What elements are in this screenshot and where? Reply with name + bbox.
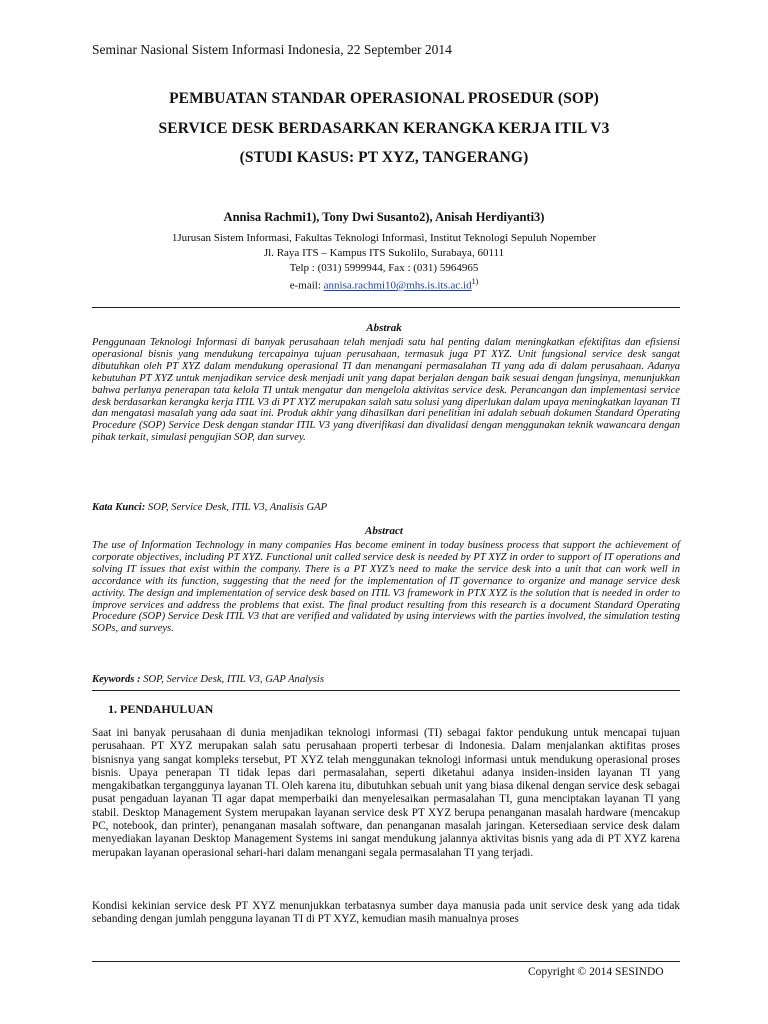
top-divider bbox=[92, 307, 680, 308]
email-superscript: 1) bbox=[471, 277, 479, 286]
copyright-notice: Copyright © 2014 SESINDO bbox=[528, 966, 664, 978]
email-link[interactable]: annisa.rachmi10@mhs.is.its.ac.id bbox=[323, 279, 472, 292]
abstrak-heading: Abstrak bbox=[366, 322, 402, 334]
paper-title-line-3: (STUDI KASUS: PT XYZ, TANGERANG) bbox=[239, 149, 529, 166]
section-heading-pendahuluan: 1. PENDAHULUAN bbox=[108, 702, 214, 716]
paper-title-line-1: PEMBUATAN STANDAR OPERASIONAL PROSEDUR (SOP) bbox=[169, 90, 599, 107]
email-label: e-mail: bbox=[289, 279, 324, 292]
abstrak-body: Penggunaan Teknologi Informasi di banyak perusahaan telah menjadi satu hal penting dalam meningkatkan efektifitas dan efisiensi operasional bisnis yang mendukung tercapainya tujuan perusahaan, termasuk juga PT XYZ. Unit fungsional service desk sangat dibutuhkan oleh PT XYZ dalam mendukung operasional TI dan menangani permasalahan TI yang ada di dalam perusahaan. Adanya kebutuhan PT XYZ untuk menjadikan service desk menjadi unit yang dapat berjalan dengan baik sesuai dengan fungsinya, menunjukkan bahwa perlunya penerapan tata kelola TI untuk mengatur dan mengelola aktivitas service desk. Perancangan dan implementasi service desk berdasarkan kerangka kerja ITIL V3 di PT XYZ merupakan salah satu solusi yang diperlukan dalam upaya meningkatkan layanan TI dan mengatasi masalah yang ada saat ini. Produk akhir yang dihasilkan dari penelitian ini adalah sebuah dokumen Standard Operating Procedure (SOP) Service Desk dengan standar ITIL V3 yang diverifikasi dan divalidasi dengan menggunakan teknik wawancara dengan pihak terkait, simulasi pengujian SOP, dan survey. bbox=[92, 337, 680, 444]
affiliation-line-1: 1Jurusan Sistem Informasi, Fakultas Teknologi Informasi, Institut Teknologi Sepuluh Nopember bbox=[171, 232, 597, 244]
affiliation-address: Jl. Raya ITS – Kampus ITS Sukolilo, Surabaya, 60111 bbox=[263, 247, 505, 259]
paper-title-line-2: SERVICE DESK BERDASARKAN KERANGKA KERJA ITIL V3 bbox=[158, 120, 610, 137]
affiliation-email-line bbox=[0, 277, 768, 292]
footer-divider bbox=[92, 961, 680, 962]
keywords-values: SOP, Service Desk, ITIL V3, GAP Analysis bbox=[140, 674, 324, 685]
affiliation-phone: Telp : (031) 5999944, Fax : (031) 5964965 bbox=[289, 262, 479, 274]
kata-kunci-line bbox=[92, 502, 327, 513]
abstract-heading: Abstract bbox=[365, 525, 403, 537]
abstract-body: The use of Information Technology in many companies Has become eminent in today business process that support the achievement of corporate objectives, including PT XYZ. Functional unit called service desk is needed by PT XYZ in order to support of IT operations and solving IT issues that exist within the company. There is a PT XYZ’s need to make the service desk into a unit that can work well in accordance with its function, suggesting that the need for the implementation of IT governance to organize and manage service desk activity. The design and implementation of service desk based on ITIL V3 framework in PTX XYZ is the solution that is needed in order to improve services and address the problems that exist. The final product resulting from this research is a document Standard Operating Procedure (SOP) Service Desk ITIL V3 that are verified and validated by using interviews with the parties involved, the simulation testing SOPs, and surveys. bbox=[92, 540, 680, 635]
keywords-line bbox=[92, 674, 324, 685]
kata-kunci-values: SOP, Service Desk, ITIL V3, Analisis GAP bbox=[145, 502, 328, 513]
running-header: Seminar Nasional Sistem Informasi Indonesia, 22 September 2014 bbox=[92, 42, 452, 57]
author-list: Annisa Rachmi1), Tony Dwi Susanto2), Anisah Herdiyanti3) bbox=[223, 210, 545, 224]
pendahuluan-paragraph-1: Saat ini banyak perusahaan di dunia menjadikan teknologi informasi (TI) sebagai faktor pendukung untuk mencapai tujuan perusahaan. PT XYZ merupakan salah satu perusahaan properti terbesar di Indonesia. Dalam menjalankan aktifitas proses bisnisnya yang sangat kompleks tersebut, PT XYZ telah menggunakan teknologi informasi untuk mendukung operasional proses bisnis. Upaya penerapan TI tidak lepas dari permasalahan, seperti diketahui adanya insiden-insiden layanan TI yang mengakibatkan terganggunya layanan TI. Oleh karena itu, dibutuhkan sebuah unit yang biasa dikenal dengan service desk sebagai pusat pengaduan layanan TI agar dapat memperbaiki dan menyelesaikan permasalahan TI, guna menciptakan layanan TI yang stabil. Desktop Management System merupakan layanan service desk PT XYZ berupa penanganan masalah hardware (mencakup PC, notebook, dan printer), penanganan masalah software, dan penanganan masalah jaringan. Ketersediaan service desk dalam menyediakan layanan Desktop Management Systems ini sangat mendukung jalannya aktivitas bisnis yang ada di PT XYZ karena merupakan layanan operasional sehari-hari dalam menangani segala permasalahan TI yang terjadi. bbox=[92, 727, 680, 859]
kata-kunci-label: Kata Kunci: bbox=[92, 502, 146, 513]
pendahuluan-paragraph-2: Kondisi kekinian service desk PT XYZ menunjukkan terbatasnya sumber daya manusia pada unit service desk yang ada tidak sebanding dengan jumlah pengguna layanan TI di PT XYZ, kemudian masih manualnya proses bbox=[92, 900, 680, 926]
keywords-label: Keywords : bbox=[92, 674, 141, 685]
abstract-divider bbox=[92, 690, 680, 691]
